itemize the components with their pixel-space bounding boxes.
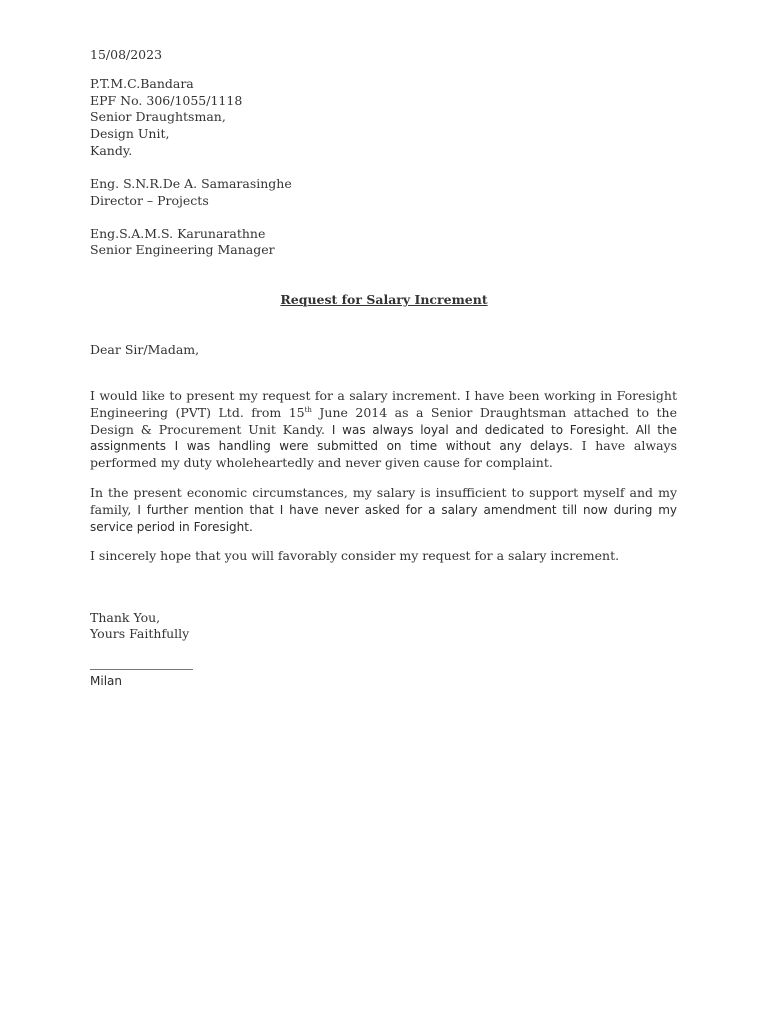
body-paragraph-3: I sincerely hope that you will favorably consider my request for a salary increment.	[90, 548, 620, 563]
signature-line	[90, 669, 193, 670]
para2-part-b: I further mention that I have never asked for a salary amendment till now during my service period in Foresight.	[90, 502, 677, 534]
para1-part-d: I have always performed my duty wholeheartedly and never given cause for complaint.	[90, 438, 677, 471]
closing-yours: Yours Faithfully	[90, 626, 190, 641]
sender-position: Senior Draughtsman,	[90, 109, 226, 124]
letter-date: 15/08/2023	[90, 47, 163, 62]
ordinal-suffix: th	[304, 405, 312, 414]
letter-subject: Request for Salary Increment	[280, 292, 488, 307]
para1-part-a: I would like to present my request for a salary increment. I have been working in Foresight Engineering (PVT) Ltd. from 15	[90, 388, 677, 420]
body-paragraph-2	[90, 485, 677, 535]
recipient-2-name: Eng.S.A.M.S. Karunarathne	[90, 226, 266, 241]
sender-name: P.T.M.C.Bandara	[90, 76, 194, 91]
recipient-1-name: Eng. S.N.R.De A. Samarasinghe	[90, 176, 292, 191]
sender-epf: EPF No. 306/1055/1118	[90, 93, 243, 108]
recipient-2-title: Senior Engineering Manager	[90, 242, 275, 257]
salutation: Dear Sir/Madam,	[90, 342, 200, 357]
para1-part-b: June 2014 as a Senior Draughtsman attached to the Design & Procurement Unit Kandy.	[90, 404, 677, 437]
para2-part-a: In the present economic circumstances, my salary is insufficient to support myself and my family,	[90, 485, 677, 517]
para1-part-c: I was always loyal and dedicated to Foresight. All the assignments I was handling were submitted on time without any delays.	[90, 422, 677, 454]
signature-name: Milan	[90, 674, 122, 688]
sender-unit: Design Unit,	[90, 126, 170, 141]
sender-city: Kandy.	[90, 143, 133, 158]
body-paragraph-1	[90, 388, 677, 472]
recipient-1-title: Director – Projects	[90, 193, 209, 208]
closing-thanks: Thank You,	[90, 610, 161, 625]
